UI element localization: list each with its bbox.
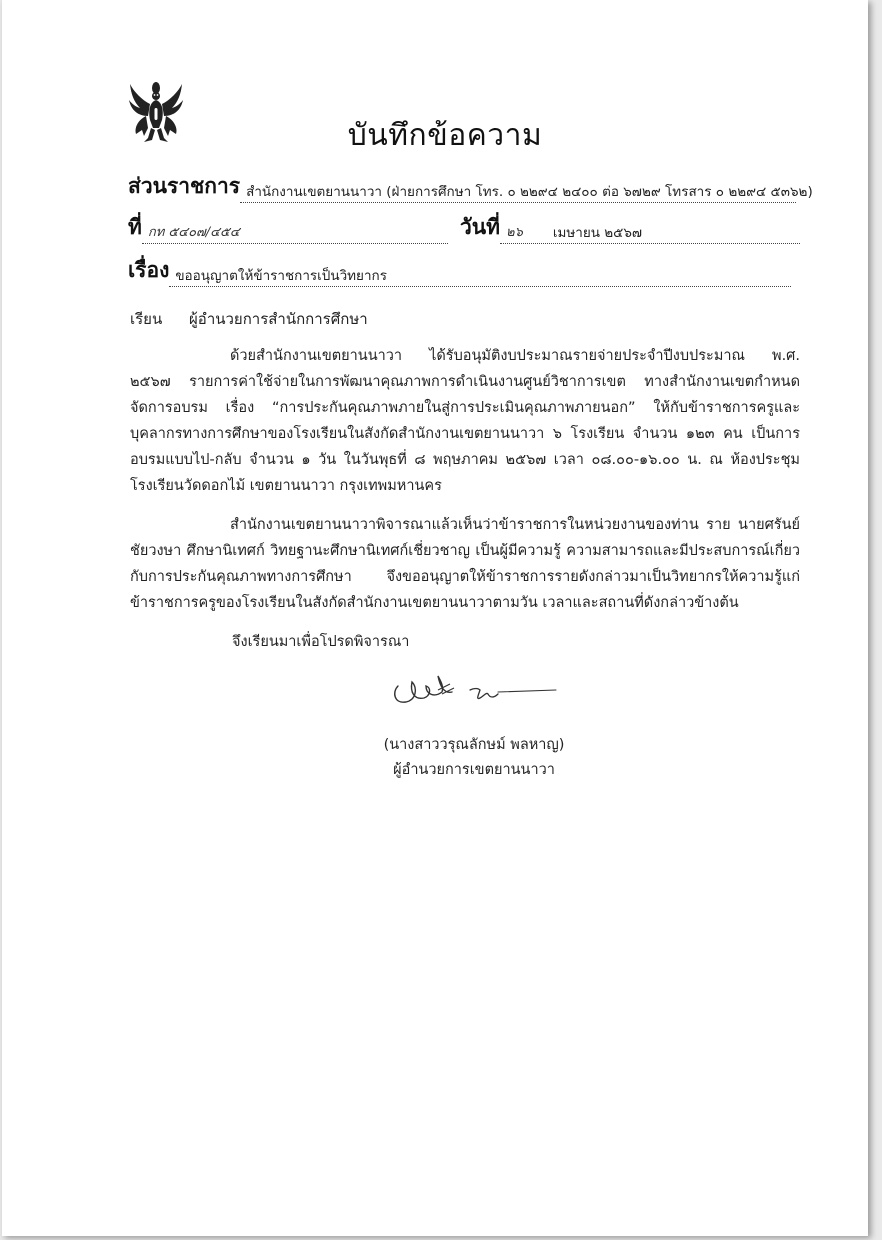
date-month-year: เมษายน ๒๕๖๗ [552, 225, 643, 241]
body-paragraph-2: สำนักงานเขตยานนาวาพิจารณาแล้วเห็นว่าข้าราชการในหน่วยงานของท่าน ราย นายศรันย์ ชัยวงษา ศึกษานิเทศก์ วิทยฐานะศึกษานิเทศก์เชี่ยวชาญ เป็นผู้มีความรู้ ความสามารถและมีประสบการณ์เกี่ยวกับการประกันคุณภาพทางการศึกษา จึงขออนุญาตให้ข้าราชการรายดังกล่าวมาเป็นวิทยากรให้ความรู้แก่ข้าราชการครูของโรงเรียนในสังกัดสำนักงานเขตยานนาวาตามวัน เวลาและสถานที่ดังกล่าวข้างต้น [130, 517, 800, 611]
date-label: วันที่ [460, 215, 500, 239]
date-day: ๒๖ [506, 225, 523, 240]
subject-label: เรื่อง [128, 258, 170, 282]
handwritten-signature [390, 668, 560, 718]
body-paragraph-1: ด้วยสำนักงานเขตยานนาวา ได้รับอนุมัติงบประมาณรายจ่ายประจำปีงบประมาณ พ.ศ. ๒๕๖๗ รายการค่าใช้จ่ายในการพัฒนาคุณภาพการดำเนินงานศูนย์วิชาการเขต ทางสำนักงานเขตกำหนดจัดการอบรม เรื่อง “การประกันคุณภาพภายในสู่การประเมินคุณภาพภายนอก” ให้กับข้าราชการครูและบุคลากรทางการศึกษาของโรงเรียนในสังกัดสำนักงานเขตยานนาวา ๖ โรงเรียน จำนวน ๑๒๓ คน เป็นการอบรมแบบไป-กลับ จำนวน ๑ วัน ในวันพุธที่ ๘ พฤษภาคม ๒๕๖๗ เวลา ๐๘.๐๐-๑๖.๐๐ น. ณ ห้องประชุมโรงเรียนวัดดอกไม้ เขตยานนาวา กรุงเทพมหานคร [130, 348, 800, 494]
closing-line: จึงเรียนมาเพื่อโปรดพิจารณา [232, 634, 410, 650]
salutation [130, 307, 390, 331]
reference-label: ที่ [128, 215, 142, 239]
department-row [128, 170, 813, 203]
signer-name: (นางสาววรุณลักษม์ พลหาญ) [383, 737, 565, 753]
salutation-label: เรียน [130, 310, 163, 328]
subject-row [128, 254, 791, 287]
reference-value: กท ๕๔๐๗/๔๕๔ [142, 225, 448, 244]
memo-title: บันทึกข้อความ [347, 118, 543, 153]
date-row [460, 211, 800, 244]
department-value: สำนักงานเขตยานนาวา (ฝ่ายการศึกษา โทร. ๐ ๒๒๙๔ ๒๔๐๐ ต่อ ๖๗๒๙ โทรสาร ๐ ๒๒๙๔ ๕๓๖๒) [240, 184, 796, 203]
signer-position: ผู้อำนวยการเขตยานนาวา [393, 762, 555, 778]
department-label: ส่วนราชการ [128, 174, 241, 198]
date-value [500, 225, 800, 244]
salutation-recipient: ผู้อำนวยการสำนักการศึกษา [189, 310, 368, 328]
subject-value: ขออนุญาตให้ข้าราชการเป็นวิทยากร [169, 268, 791, 287]
memo-page [2, 0, 868, 1236]
reference-row [128, 211, 448, 244]
